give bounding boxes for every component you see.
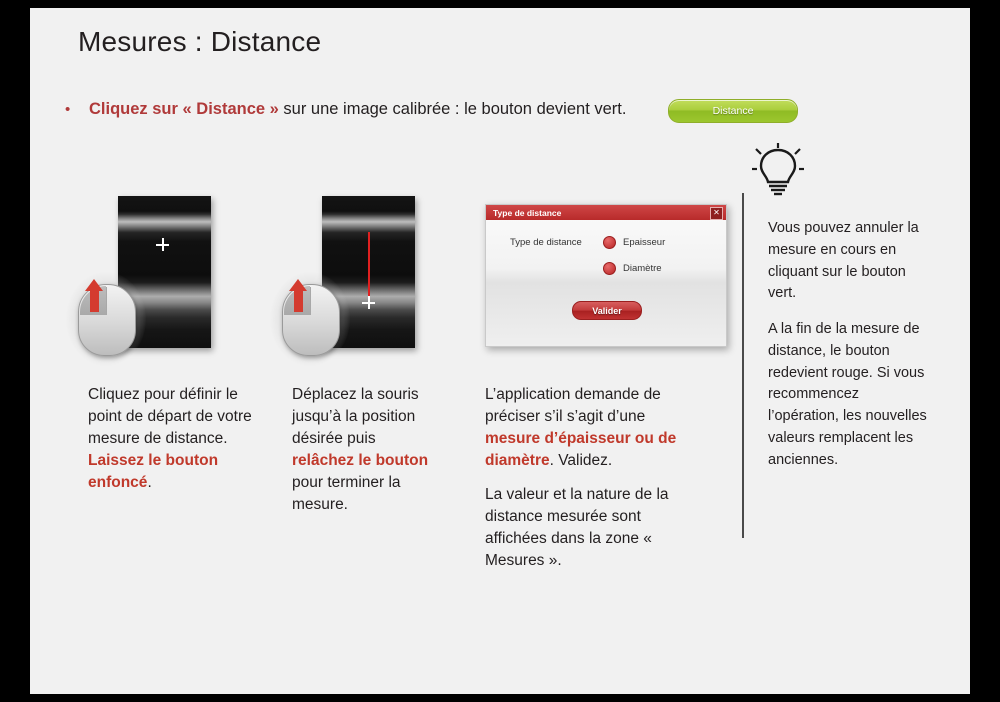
caption-3-part-3: . Validez.: [549, 452, 613, 469]
caption-3-part-2: mesure d’épaisseur ou de diamètre: [485, 430, 677, 469]
mouse-body: [78, 284, 136, 356]
bullet-marker: •: [65, 101, 71, 118]
dialog-field-label: Type de distance: [510, 237, 582, 248]
caption-1-part-2: Laissez le bouton enfoncé: [88, 452, 219, 491]
caption-2-part-3: pour terminer la mesure.: [292, 474, 401, 513]
distance-button-label: Distance: [712, 105, 754, 117]
mouse-divider: [310, 287, 311, 315]
caption-column-2: [292, 384, 432, 528]
bullet-text: [89, 100, 626, 119]
page-title: Mesures : Distance: [78, 26, 322, 57]
distance-button[interactable]: [668, 99, 798, 123]
dialog-titlebar: [486, 205, 726, 220]
tip-paragraph-1: Vous pouvez annuler la mesure en cours en cliquant sur le bouton vert.: [768, 220, 919, 302]
caption-3-part-1: L’application demande de préciser s’il s’agit d’une: [485, 386, 661, 425]
red-arrow-up-icon: [90, 290, 99, 312]
caption-column-3: [485, 384, 697, 584]
caption-1-part-1: Cliquez pour définir le point de départ de votre mesure de distance.: [88, 386, 252, 447]
radio-icon[interactable]: [603, 262, 616, 275]
caption-2-part-1: Déplacez la souris jusqu’à la position désirée puis: [292, 386, 419, 447]
radio-label-epaisseur: Epaisseur: [623, 237, 666, 248]
valider-button[interactable]: [572, 301, 642, 320]
close-icon[interactable]: ✕: [710, 207, 723, 220]
caption-2-part-2: relâchez le bouton: [292, 452, 429, 469]
radio-option-epaisseur[interactable]: [603, 236, 665, 249]
crosshair-icon: [156, 238, 169, 251]
radio-option-diametre[interactable]: [603, 262, 662, 275]
radio-icon[interactable]: [603, 236, 616, 249]
caption-column-1: [88, 384, 256, 506]
tip-paragraph-2: A la fin de la mesure de distance, le bouton redevient rouge. Si vous recommencez l’opération, les nouvelles valeurs remplacent les anciennes.: [768, 321, 927, 468]
mouse-divider: [106, 287, 107, 315]
slide-canvas: [30, 8, 970, 694]
red-arrow-up-icon: [294, 290, 303, 312]
mouse-graphic-2: [282, 284, 338, 354]
tip-text: [768, 218, 928, 485]
mouse-body: [282, 284, 340, 356]
type-de-distance-dialog: [485, 204, 727, 347]
measure-line: [368, 232, 370, 304]
bullet-highlight: Cliquez sur « Distance »: [89, 100, 279, 118]
caption-3-secondary: La valeur et la nature de la distance mesurée sont affichées dans la zone « Mesures ».: [485, 486, 669, 569]
radio-label-diametre: Diamètre: [623, 263, 662, 274]
tip-divider: [742, 193, 744, 538]
bullet-rest: sur une image calibrée : le bouton devient vert.: [278, 100, 627, 118]
valider-button-label: Valider: [592, 305, 622, 316]
caption-1-part-3: .: [147, 474, 152, 491]
crosshair-icon: [362, 296, 375, 309]
lightbulb-icon: [752, 143, 804, 204]
mouse-graphic-1: [78, 284, 134, 354]
dialog-title: Type de distance: [493, 207, 562, 218]
